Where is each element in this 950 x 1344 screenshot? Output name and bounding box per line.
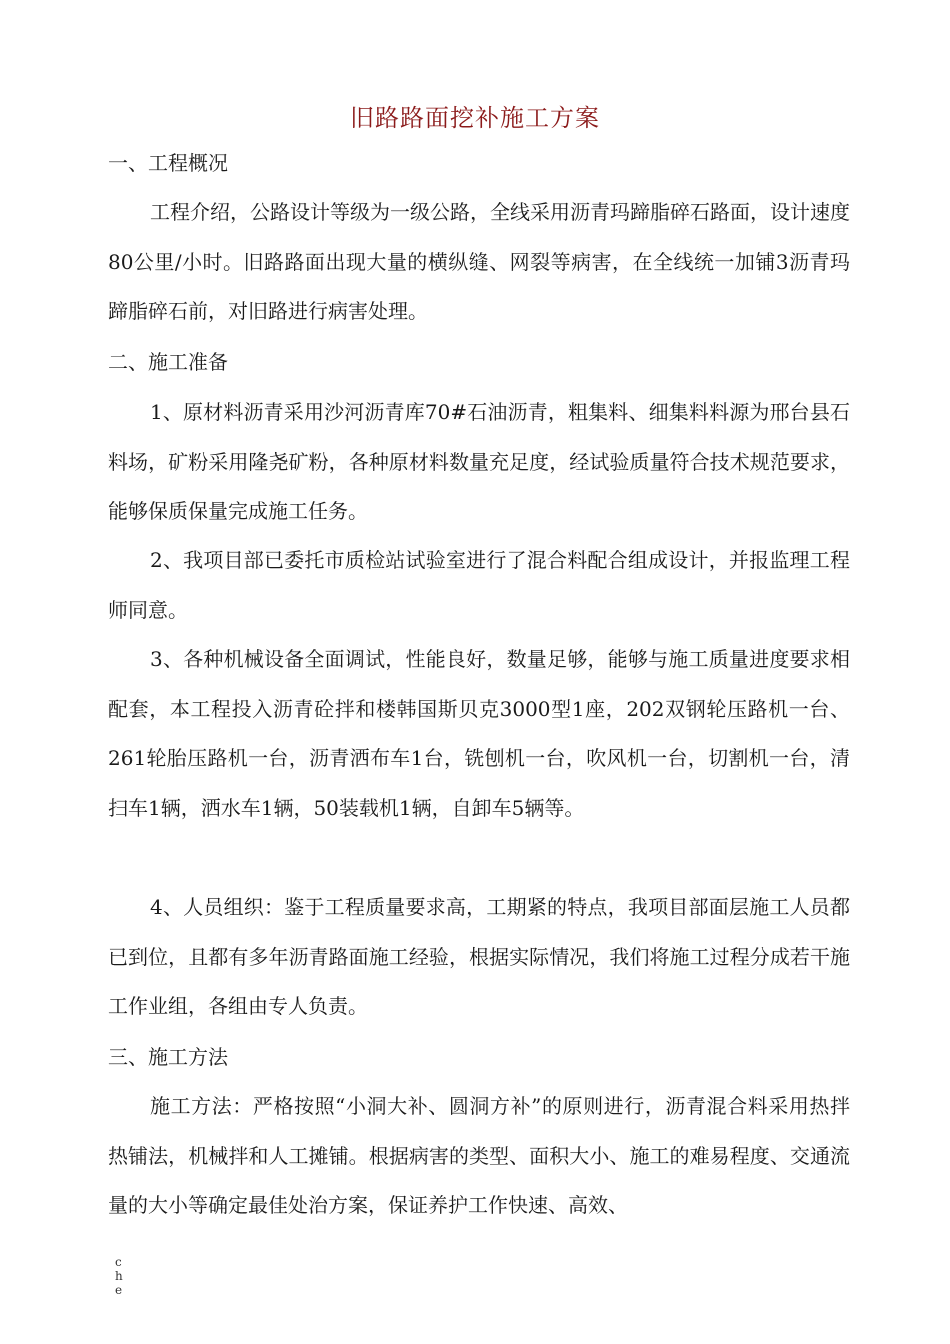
paragraph-mix-design: 2、我项目部已委托市质检站试验室进行了混合料配合组成设计，并报监理工程师同意。 — [108, 548, 850, 622]
section-heading-overview: 一、工程概况 — [108, 151, 228, 175]
paragraph-overview: 工程介绍，公路设计等级为一级公路，全线采用沥青玛蹄脂碎石路面，设计速度80公里/小时。旧路路面出现大量的横纵缝、网裂等病害，在全线统一加铺3沥青玛蹄脂碎石前，对旧路进行病害处理。 — [108, 200, 850, 323]
document-title: 旧路路面挖补施工方案 — [350, 104, 600, 132]
paragraph-method: 施工方法：严格按照“小洞大补、圆洞方补”的原则进行，沥青混合料采用热拌热铺法，机械拌和人工摊铺。根据病害的类型、面积大小、施工的难易程度、交通流量的大小等确定最佳处治方案，保证养护工作快速、高效、 — [108, 1094, 850, 1217]
paragraph-materials: 1、原材料沥青采用沙河沥青库70#石油沥青，粗集料、细集料料源为邢台县石料场，矿粉采用隆尧矿粉，各种原材料数量充足度，经试验质量符合技术规范要求，能够保质保量完成施工任务。 — [108, 400, 850, 523]
paragraph-equipment: 3、各种机械设备全面调试，性能良好，数量足够，能够与施工质量进度要求相配套，本工程投入沥青砼拌和楼韩国斯贝克3000型1座，202双钢轮压路机一台、261轮胎压路机一台，沥青洒布车1台，铣刨机一台，吹风机一台，切割机一台，清扫车1辆，洒水车1辆，50装载机1辆，自卸车5辆等。 — [108, 647, 850, 820]
footer-mark: che — [115, 1255, 123, 1297]
paragraph-personnel: 4、人员组织：鉴于工程质量要求高，工期紧的特点，我项目部面层施工人员都已到位，且都有多年沥青路面施工经验，根据实际情况，我们将施工过程分成若干施工作业组，各组由专人负责。 — [108, 895, 850, 1018]
section-heading-preparation: 二、施工准备 — [108, 350, 228, 374]
section-heading-method: 三、施工方法 — [108, 1045, 228, 1069]
